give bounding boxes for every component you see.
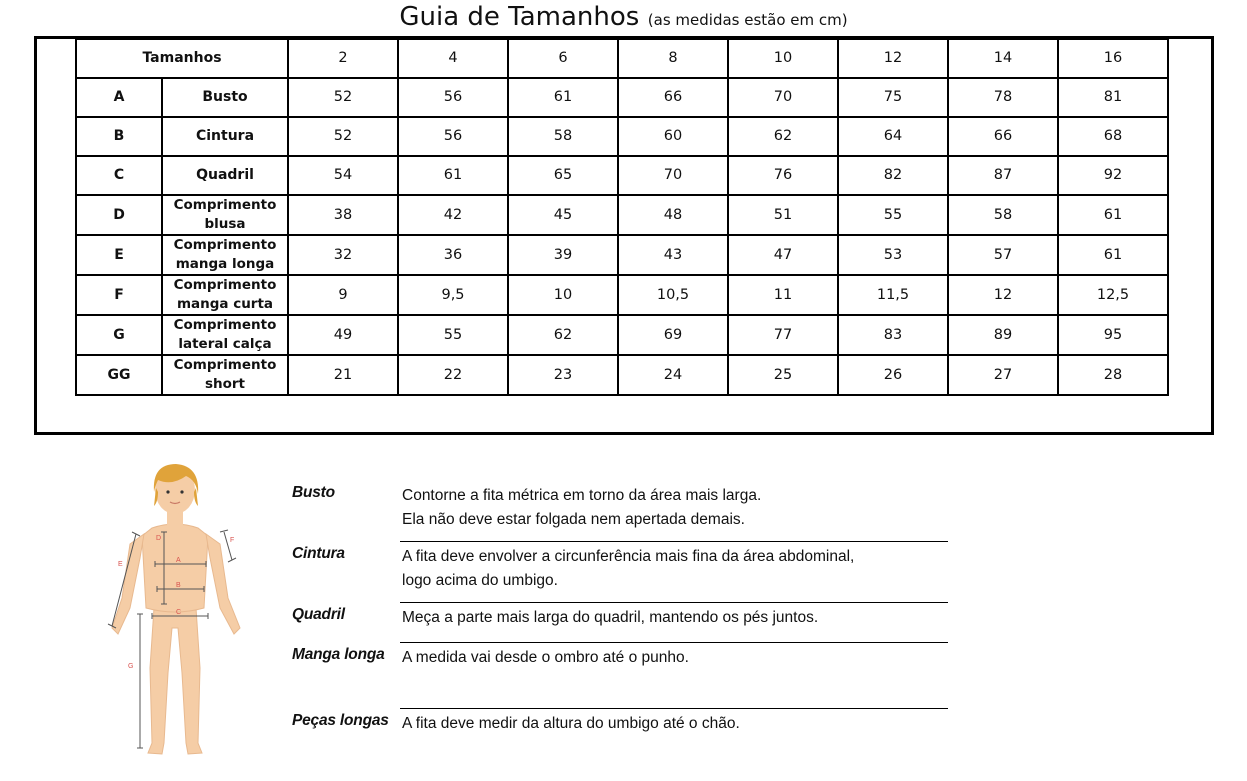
measurement-cell: 12,5 bbox=[1058, 275, 1168, 315]
row-label bbox=[162, 78, 288, 117]
table-row bbox=[76, 195, 1168, 235]
measurement-cell: 47 bbox=[728, 235, 838, 275]
measurement-cell: 68 bbox=[1058, 117, 1168, 156]
instruction-term: Busto bbox=[292, 484, 335, 501]
measurement-cell: 52 bbox=[288, 78, 398, 117]
measurement-cell: 39 bbox=[508, 235, 618, 275]
measurement-cell: 95 bbox=[1058, 315, 1168, 355]
row-label bbox=[162, 355, 288, 395]
measurement-cell: 48 bbox=[618, 195, 728, 235]
instruction-line: Ela não deve estar folgada nem apertada demais. bbox=[402, 511, 745, 528]
measurement-cell: 10 bbox=[508, 275, 618, 315]
measurement-cell: 9,5 bbox=[398, 275, 508, 315]
instruction-line: Contorne a fita métrica em torno da área mais larga. bbox=[402, 487, 762, 504]
divider bbox=[400, 602, 948, 603]
measurement-cell: 32 bbox=[288, 235, 398, 275]
measurement-cell: 65 bbox=[508, 156, 618, 195]
measurement-cell: 23 bbox=[508, 355, 618, 395]
table-row bbox=[76, 78, 1168, 117]
row-code: B bbox=[76, 117, 162, 156]
row-code: A bbox=[76, 78, 162, 117]
measurement-cell: 53 bbox=[838, 235, 948, 275]
measurement-cell: 56 bbox=[398, 117, 508, 156]
measurement-cell: 27 bbox=[948, 355, 1058, 395]
measurement-cell: 61 bbox=[1058, 195, 1168, 235]
marker-a: A bbox=[176, 557, 181, 564]
measurement-cell: 49 bbox=[288, 315, 398, 355]
marker-d: D bbox=[156, 535, 162, 542]
measurement-cell: 76 bbox=[728, 156, 838, 195]
row-code: GG bbox=[76, 355, 162, 395]
measurement-cell: 55 bbox=[838, 195, 948, 235]
table-header-row bbox=[76, 39, 1168, 78]
measurement-cell: 60 bbox=[618, 117, 728, 156]
row-label-line: Comprimento bbox=[173, 277, 277, 293]
measurement-cell: 87 bbox=[948, 156, 1058, 195]
size-table bbox=[75, 38, 1169, 396]
row-code: E bbox=[76, 235, 162, 275]
measurement-cell: 62 bbox=[508, 315, 618, 355]
measurement-cell: 81 bbox=[1058, 78, 1168, 117]
measurement-cell: 66 bbox=[948, 117, 1058, 156]
measurement-cell: 70 bbox=[728, 78, 838, 117]
measurement-cell: 61 bbox=[508, 78, 618, 117]
instruction-term: Cintura bbox=[292, 545, 345, 562]
measurement-cell: 56 bbox=[398, 78, 508, 117]
instruction-line: Meça a parte mais larga do quadril, mantendo os pés juntos. bbox=[402, 609, 819, 626]
measurement-cell: 21 bbox=[288, 355, 398, 395]
size-header: 8 bbox=[618, 39, 728, 78]
measurement-cell: 51 bbox=[728, 195, 838, 235]
row-code: D bbox=[76, 195, 162, 235]
row-label-line: manga curta bbox=[176, 296, 274, 312]
measurement-cell: 69 bbox=[618, 315, 728, 355]
measurement-cell: 11 bbox=[728, 275, 838, 315]
marker-c: C bbox=[176, 609, 182, 616]
measurement-cell: 61 bbox=[1058, 235, 1168, 275]
instruction-line: logo acima do umbigo. bbox=[402, 572, 558, 589]
measurement-cell: 92 bbox=[1058, 156, 1168, 195]
row-label-line: Busto bbox=[202, 89, 248, 105]
measurement-cell: 28 bbox=[1058, 355, 1168, 395]
instruction-term: Quadril bbox=[292, 606, 345, 623]
divider bbox=[400, 642, 948, 643]
row-label-line: Quadril bbox=[196, 167, 254, 183]
measurement-cell: 82 bbox=[838, 156, 948, 195]
instruction-line: A medida vai desde o ombro até o punho. bbox=[402, 649, 689, 666]
instruction-line: A fita deve envolver a circunferência mais fina da área abdominal, bbox=[402, 548, 855, 565]
measurement-cell: 78 bbox=[948, 78, 1058, 117]
measurement-cell: 24 bbox=[618, 355, 728, 395]
table-row bbox=[76, 235, 1168, 275]
row-code: C bbox=[76, 156, 162, 195]
row-label-line: Comprimento bbox=[173, 197, 277, 213]
measurement-cell: 9 bbox=[288, 275, 398, 315]
marker-g: G bbox=[128, 663, 134, 670]
size-header: 12 bbox=[838, 39, 948, 78]
row-label-line: short bbox=[204, 376, 246, 392]
row-label-line: Cintura bbox=[195, 128, 255, 144]
measurement-cell: 57 bbox=[948, 235, 1058, 275]
size-header: 16 bbox=[1058, 39, 1168, 78]
measurement-cell: 54 bbox=[288, 156, 398, 195]
measurement-cell: 55 bbox=[398, 315, 508, 355]
row-label-line: blusa bbox=[204, 216, 246, 232]
size-header: 14 bbox=[948, 39, 1058, 78]
row-label-line: Comprimento bbox=[173, 317, 277, 333]
measurement-cell: 22 bbox=[398, 355, 508, 395]
row-label bbox=[162, 235, 288, 275]
marker-f: F bbox=[230, 537, 235, 544]
measurement-cell: 25 bbox=[728, 355, 838, 395]
measurement-cell: 36 bbox=[398, 235, 508, 275]
table-row bbox=[76, 315, 1168, 355]
row-label bbox=[162, 275, 288, 315]
size-header: 10 bbox=[728, 39, 838, 78]
size-header: 4 bbox=[398, 39, 508, 78]
measurement-cell: 89 bbox=[948, 315, 1058, 355]
measurement-cell: 83 bbox=[838, 315, 948, 355]
measurement-cell: 77 bbox=[728, 315, 838, 355]
page-title bbox=[0, 0, 1247, 34]
divider bbox=[400, 708, 948, 709]
instruction-term: Peças longas bbox=[292, 712, 389, 729]
measurement-cell: 12 bbox=[948, 275, 1058, 315]
measurement-cell: 43 bbox=[618, 235, 728, 275]
row-label-line: manga longa bbox=[175, 256, 275, 272]
measurement-cell: 52 bbox=[288, 117, 398, 156]
measurement-cell: 62 bbox=[728, 117, 838, 156]
row-code: F bbox=[76, 275, 162, 315]
table-row bbox=[76, 355, 1168, 395]
measurement-cell: 45 bbox=[508, 195, 618, 235]
measurement-cell: 10,5 bbox=[618, 275, 728, 315]
marker-b: B bbox=[176, 582, 181, 589]
measurement-cell: 75 bbox=[838, 78, 948, 117]
measurement-cell: 70 bbox=[618, 156, 728, 195]
measurement-cell: 38 bbox=[288, 195, 398, 235]
instruction-term: Manga longa bbox=[292, 646, 385, 663]
size-header: 6 bbox=[508, 39, 618, 78]
row-label-line: lateral calça bbox=[178, 336, 272, 352]
marker-e: E bbox=[118, 561, 123, 568]
table-row bbox=[76, 275, 1168, 315]
instruction-line: A fita deve medir da altura do umbigo até o chão. bbox=[402, 715, 740, 732]
table-row bbox=[76, 117, 1168, 156]
measurement-cell: 58 bbox=[948, 195, 1058, 235]
row-label-line: Comprimento bbox=[173, 237, 277, 253]
row-label bbox=[162, 117, 288, 156]
row-label-line: Comprimento bbox=[173, 357, 277, 373]
measurement-cell: 61 bbox=[398, 156, 508, 195]
table-row bbox=[76, 156, 1168, 195]
divider bbox=[400, 541, 948, 542]
title-main: Guia de Tamanhos bbox=[399, 2, 640, 32]
measurement-cell: 64 bbox=[838, 117, 948, 156]
measurement-cell: 26 bbox=[838, 355, 948, 395]
title-subtitle: (as medidas estão em cm) bbox=[647, 11, 848, 29]
measurement-cell: 58 bbox=[508, 117, 618, 156]
row-label bbox=[162, 315, 288, 355]
row-label bbox=[162, 195, 288, 235]
child-measurement-figure bbox=[100, 458, 260, 768]
row-label bbox=[162, 156, 288, 195]
measurement-cell: 42 bbox=[398, 195, 508, 235]
measurement-cell: 11,5 bbox=[838, 275, 948, 315]
size-header: 2 bbox=[288, 39, 398, 78]
row-code: G bbox=[76, 315, 162, 355]
header-label: Tamanhos bbox=[76, 39, 288, 78]
measurement-cell: 66 bbox=[618, 78, 728, 117]
